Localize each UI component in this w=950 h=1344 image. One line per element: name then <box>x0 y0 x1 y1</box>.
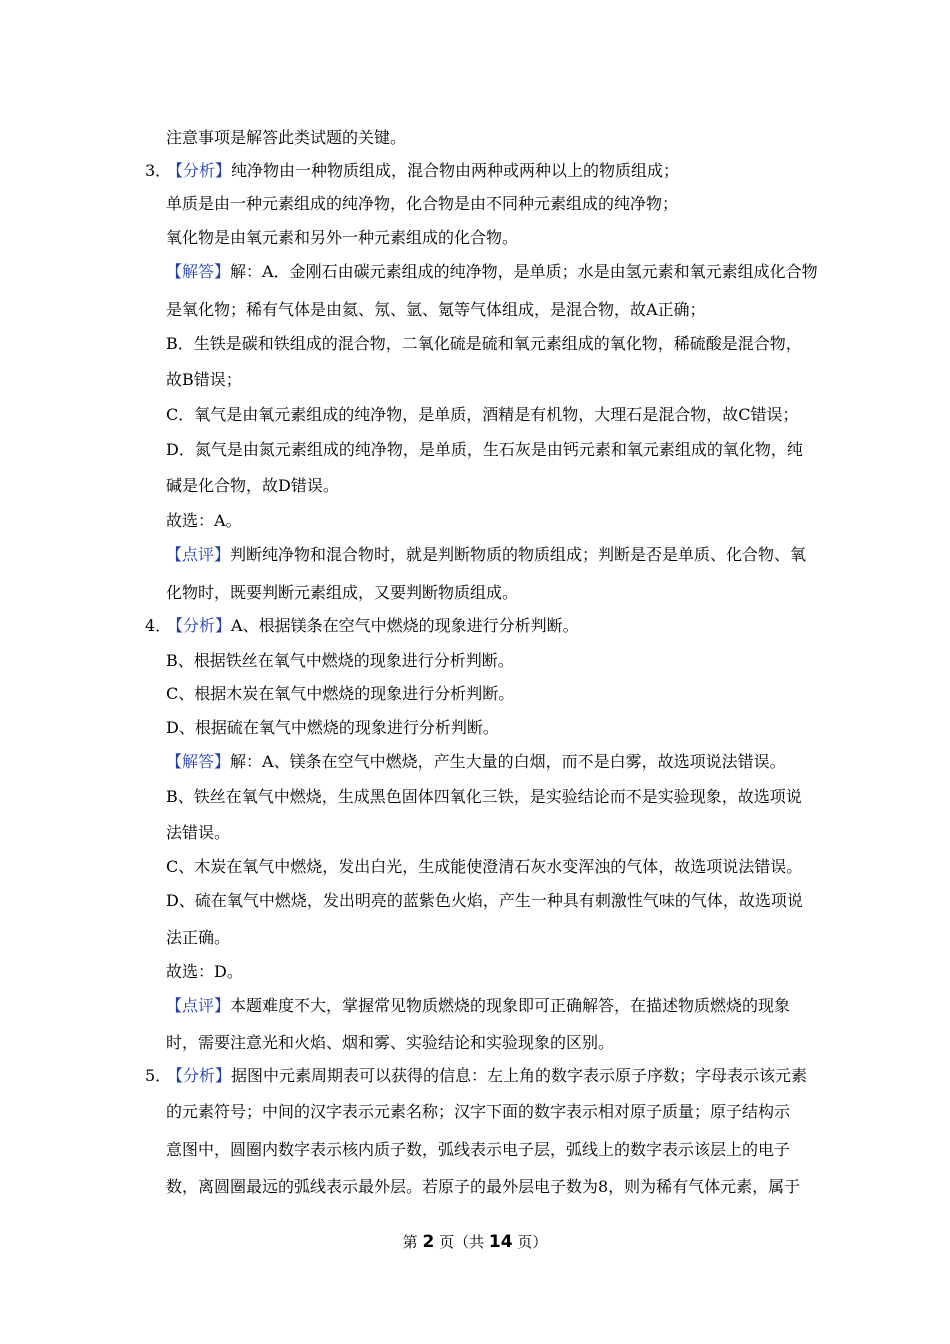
footer-suffix: 页） <box>517 1233 548 1251</box>
line-text: B．生铁是碳和铁组成的混合物，二氧化硫是硫和氧元素组成的氧化物，稀硫酸是混合物， <box>166 334 802 353</box>
text-line <box>166 334 802 354</box>
section-tag: 【分析】 <box>167 616 232 635</box>
line-text: 单质是由一种元素组成的纯净物，化合物是由不同种元素组成的纯净物； <box>166 194 679 213</box>
section-tag: 【点评】 <box>166 996 231 1015</box>
question-number: 4． <box>145 616 172 635</box>
line-text: 故B错误； <box>166 370 242 389</box>
text-line <box>166 651 514 671</box>
text-line <box>166 787 802 807</box>
text-line <box>166 962 243 982</box>
line-text: C、木炭在氧气中燃烧，发出白光，生成能使澄清石灰水变浑浊的气体，故选项说法错误。 <box>166 857 803 876</box>
text-line <box>166 440 803 460</box>
line-text: D、根据硫在氧气中燃烧的现象进行分析判断。 <box>166 718 499 737</box>
text-line <box>145 616 579 636</box>
text-line <box>166 228 518 248</box>
line-text: 解：A．金刚石由碳元素组成的纯净物，是单质；水是由氢元素和氧元素组成化合物 <box>230 262 818 281</box>
text-line <box>166 1177 800 1197</box>
line-text: 是氧化物；稀有气体是由氦、氖、氩、氪等气体组成，是混合物，故A正确； <box>166 300 706 319</box>
text-line <box>166 511 242 531</box>
total-page-number: 14 <box>488 1232 513 1252</box>
question-number: 3． <box>145 161 172 180</box>
text-line <box>145 161 679 181</box>
line-text: 时，需要注意光和火焰、烟和雾、实验结论和实验现象的区别。 <box>166 1033 615 1052</box>
section-tag: 【点评】 <box>166 545 231 564</box>
text-line <box>166 194 678 214</box>
section-tag: 【分析】 <box>167 1066 232 1085</box>
text-line <box>166 405 799 425</box>
line-text: 据图中元素周期表可以获得的信息：左上角的数字表示原子序数；字母表示该元素 <box>231 1066 808 1085</box>
text-line <box>166 262 818 282</box>
line-text: 碱是化合物，故D错误。 <box>166 476 339 495</box>
line-text: B、铁丝在氧气中燃烧，生成黑色固体四氧化三铁，是实验结论而不是实验现象，故选项说 <box>166 787 802 806</box>
line-text: 注意事项是解答此类试题的关键。 <box>166 128 407 147</box>
text-line <box>166 583 518 603</box>
line-text: 纯净物由一种物质组成，混合物由两种或两种以上的物质组成； <box>231 161 680 180</box>
text-line <box>166 1140 790 1160</box>
text-line <box>166 300 706 320</box>
line-text: 数，离圆圈最远的弧线表示最外层。若原子的最外层电子数为8，则为稀有气体元素，属于 <box>166 1177 801 1196</box>
line-text: 氧化物是由氧元素和另外一种元素组成的化合物。 <box>166 228 519 247</box>
footer-mid: 页（共 <box>439 1233 485 1251</box>
page-footer <box>0 1232 950 1252</box>
line-text: 本题难度不大，掌握常见物质燃烧的现象即可正确解答，在描述物质燃烧的现象 <box>230 996 791 1015</box>
question-number: 5． <box>145 1066 172 1085</box>
line-text: A、根据镁条在空气中燃烧的现象进行分析判断。 <box>231 616 579 635</box>
text-line <box>166 996 790 1016</box>
current-page-number: 2 <box>422 1232 435 1252</box>
section-tag: 【分析】 <box>167 161 232 180</box>
text-line <box>166 823 230 843</box>
text-line <box>166 128 406 148</box>
text-line <box>166 476 339 496</box>
text-line <box>166 928 230 948</box>
text-line <box>166 545 806 565</box>
section-tag: 【解答】 <box>166 262 231 281</box>
footer-prefix: 第 <box>402 1233 418 1251</box>
line-text: 解：A、镁条在空气中燃烧，产生大量的白烟，而不是白雾，故选项说法错误。 <box>230 752 786 771</box>
line-text: C．氧气是由氧元素组成的纯净物，是单质，酒精是有机物，大理石是混合物，故C错误； <box>166 405 799 424</box>
line-text: 法正确。 <box>166 928 231 947</box>
text-line <box>166 752 786 772</box>
text-line <box>166 857 802 877</box>
line-text: 判断纯净物和混合物时，就是判断物质的物质组成；判断是否是单质、化合物、氧 <box>230 545 807 564</box>
line-text: 故选：D。 <box>166 962 243 981</box>
line-text: 化物时，既要判断元素组成，又要判断物质组成。 <box>166 583 519 602</box>
text-line <box>166 891 803 911</box>
line-text: 故选：A。 <box>166 511 242 530</box>
line-text: D、硫在氧气中燃烧，发出明亮的蓝紫色火焰，产生一种具有刺激性气味的气体，故选项说 <box>166 891 803 910</box>
text-line <box>145 1066 807 1086</box>
line-text: 法错误。 <box>166 823 231 842</box>
line-text: 的元素符号；中间的汉字表示元素名称；汉字下面的数字表示相对原子质量；原子结构示 <box>166 1102 791 1121</box>
line-text: 意图中，圆圈内数字表示核内质子数，弧线表示电子层，弧线上的数字表示该层上的电子 <box>166 1140 791 1159</box>
text-line <box>166 1033 614 1053</box>
text-line <box>166 684 514 704</box>
section-tag: 【解答】 <box>166 752 231 771</box>
text-line <box>166 370 242 390</box>
line-text: C、根据木炭在氧气中燃烧的现象进行分析判断。 <box>166 684 515 703</box>
text-line <box>166 718 499 738</box>
line-text: D．氮气是由氮元素组成的纯净物，是单质，生石灰是由钙元素和氧元素组成的氧化物，纯 <box>166 440 803 459</box>
line-text: B、根据铁丝在氧气中燃烧的现象进行分析判断。 <box>166 651 514 670</box>
text-line <box>166 1102 790 1122</box>
